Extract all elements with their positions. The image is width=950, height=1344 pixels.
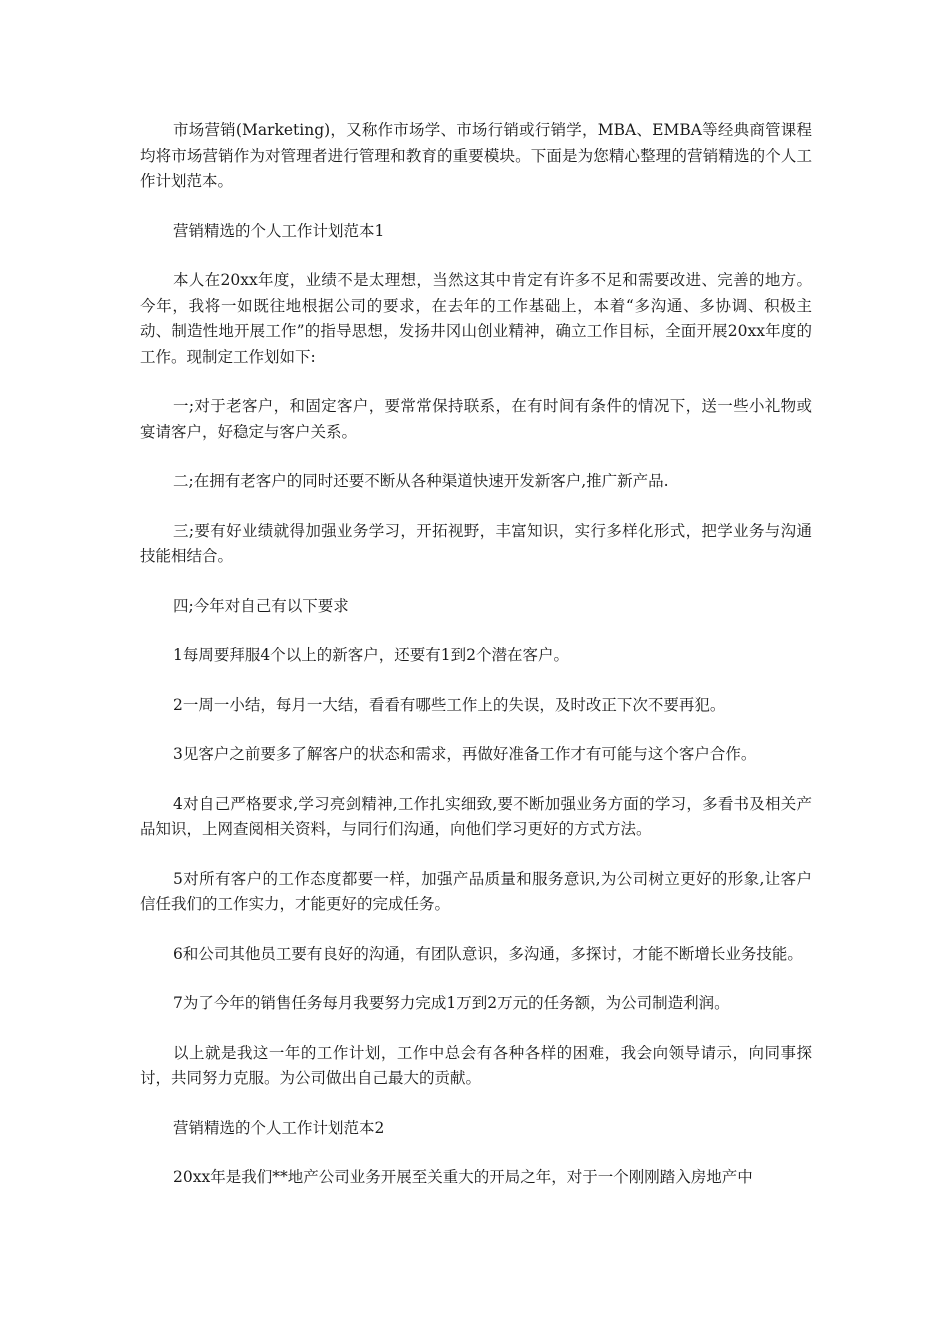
requirement-item-6: 6和公司其他员工要有良好的沟通，有团队意识，多沟通，多探讨，才能不断增长业务技能。 (173, 944, 803, 963)
section-heading-2: 营销精选的个人工作计划范本2 (173, 1118, 385, 1137)
body-paragraph-2: 20xx年是我们**地产公司业务开展至关重大的开局之年，对于一个刚刚踏入房地产中 (173, 1168, 753, 1186)
list-item-1: 一;对于老客户，和固定客户，要常常保持联系，在有时间有条件的情况下，送一些小礼物或宴请客户，好稳定与客户关系。 (140, 397, 812, 441)
list-item-3: 三;要有好业绩就得加强业务学习，开拓视野，丰富知识，实行多样化形式，把学业务与沟通技能相结合。 (140, 521, 812, 565)
list-item-2: 二;在拥有老客户的同时还要不断从各种渠道快速开发新客户,推广新产品. (173, 472, 669, 490)
requirement-item-4: 4对自己严格要求,学习亮剑精神,工作扎实细致,要不断加强业务方面的学习，多看书及相关产品知识，上网查阅相关资料，与同行们沟通，向他们学习更好的方式方法。 (140, 794, 812, 838)
section-heading-1: 营销精选的个人工作计划范本1 (173, 221, 385, 240)
requirement-item-3: 3见客户之前要多了解客户的状态和需求，再做好准备工作才有可能与这个客户合作。 (173, 745, 757, 763)
list-item-4: 四;今年对自己有以下要求 (173, 596, 349, 615)
closing-paragraph: 以上就是我这一年的工作计划，工作中总会有各种各样的困难，我会向领导请示，向同事探讨，共同努力克服。为公司做出自己最大的贡献。 (140, 1043, 812, 1087)
body-paragraph: 本人在20xx年度，业绩不是太理想，当然这其中肯定有许多不足和需要改进、完善的地方。今年，我将一如既往地根据公司的要求，在去年的工作基础上，本着“多沟通、多协调、积极主动、制造性地开展工作”的指导思想，发扬井冈山创业精神，确立工作目标，全面开展20xx年度的工作。现制定工作划如下: (140, 271, 812, 366)
requirement-item-7: 7为了今年的销售任务每月我要努力完成1万到2万元的任务额，为公司制造利润。 (173, 994, 730, 1012)
document-body (140, 118, 812, 1215)
requirement-item-2: 2一周一小结，每月一大结，看看有哪些工作上的失误，及时改正下次不要再犯。 (173, 695, 726, 714)
requirement-item-1: 1每周要拜服4个以上的新客户，还要有1到2个潜在客户。 (173, 646, 569, 664)
requirement-item-5: 5对所有客户的工作态度都要一样，加强产品质量和服务意识,为公司树立更好的形象,让客户信任我们的工作实力，才能更好的完成任务。 (140, 869, 812, 913)
intro-paragraph: 市场营销(Marketing)，又称作市场学、市场行销或行销学，MBA、EMBA等经典商管课程均将市场营销作为对管理者进行管理和教育的重要模块。下面是为您精心整理的营销精选的个人工作计划范本。 (140, 121, 812, 190)
